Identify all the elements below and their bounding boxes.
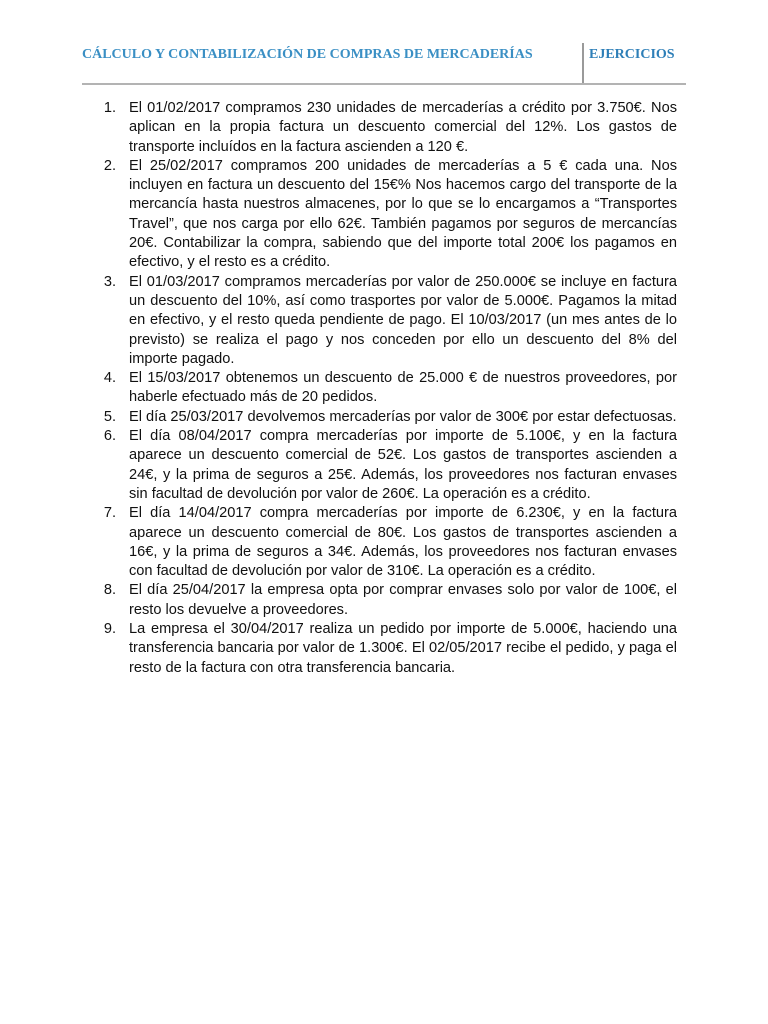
exercise-text: El día 25/04/2017 la empresa opta por comprar envases solo por valor de 100€, el resto los devuelve a proveedores. xyxy=(129,582,677,618)
exercise-item-4 xyxy=(103,369,677,408)
exercise-text: El día 08/04/2017 compra mercaderías por importe de 5.100€, y en la factura aparece un descuento comercial de 52€. Los gastos de transportes ascienden a 24€, y la prima de seguros a 25€. Además, los proveedores nos facturan envases sin facultad de devolución por valor de 260€. La operación es a crédito. xyxy=(129,428,677,502)
exercise-item-2 xyxy=(103,157,677,273)
page-header xyxy=(82,40,686,85)
exercise-item-6 xyxy=(103,427,677,504)
exercise-text: El 25/02/2017 compramos 200 unidades de mercaderías a 5 € cada una. Nos incluyen en factura un descuento del 15€% Nos hacemos cargo del transporte de la mercancía hasta nuestros almacenes, por lo que se lo encargamos a “Transportes Travel”, que nos carga por ello 62€. También pagamos por seguros de mercancías 20€. Contabilizar la compra, sabiendo que del importe total 200€ los pagamos en efectivo, y el resto es a crédito. xyxy=(129,157,677,271)
exercise-text: La empresa el 30/04/2017 realiza un pedido por importe de 5.000€, haciendo una transferencia bancaria por valor de 1.300€. El 02/05/2017 recibe el pedido, y paga el resto de la factura con otra transferencia bancaria. xyxy=(129,621,677,676)
page-title: CÁLCULO Y CONTABILIZACIÓN DE COMPRAS DE MERCADERÍAS xyxy=(82,47,533,62)
exercise-text: El 01/03/2017 compramos mercaderías por valor de 250.000€ se incluye en factura un descuento del 10%, así como trasportes por valor de 5.000€. Pagamos la mitad en efectivo, y el resto queda pendiente de pago. El 10/03/2017 (un mes antes de lo previsto) se realiza el pago y nos conceden por ello un descuento del 8% del importe pagado. xyxy=(129,273,677,367)
exercise-number: 5. xyxy=(103,408,116,425)
exercise-text: El día 14/04/2017 compra mercaderías por importe de 6.230€, y en la factura aparece un descuento comercial de 80€. Los gastos de transportes ascienden a 16€, y la prima de seguros a 34€. Además, los proveedores nos facturan envases con facultad de devolución por valor de 310€. La operación es a crédito. xyxy=(129,505,677,580)
exercise-item-5 xyxy=(103,408,677,427)
section-label: EJERCICIOS xyxy=(589,47,675,62)
exercise-number: 4. xyxy=(103,370,116,387)
exercise-item-1 xyxy=(103,99,677,157)
exercise-item-7 xyxy=(103,504,677,581)
exercise-item-9 xyxy=(103,620,677,678)
exercise-text: El 01/02/2017 compramos 230 unidades de mercaderías a crédito por 3.750€. Nos aplican en la propia factura un descuento comercial del 12%. Los gastos de transporte incluídos en la factura ascienden a 120 €. xyxy=(129,100,677,155)
exercise-text: El día 25/03/2017 devolvemos mercaderías por valor de 300€ por estar defectuosas. xyxy=(129,408,677,425)
exercise-item-3 xyxy=(103,273,677,369)
exercise-number: 8. xyxy=(103,582,116,599)
exercise-number: 6. xyxy=(103,428,116,445)
header-divider xyxy=(582,43,584,83)
exercise-item-8 xyxy=(103,581,677,620)
exercise-number: 9. xyxy=(103,621,116,638)
exercise-list xyxy=(92,99,677,678)
exercise-number: 3. xyxy=(103,273,116,290)
exercise-text: El 15/03/2017 obtenemos un descuento de 25.000 € de nuestros proveedores, por haberle efectuado más de 20 pedidos. xyxy=(129,370,677,406)
exercise-number: 7. xyxy=(103,505,116,522)
exercise-number: 1. xyxy=(103,100,116,116)
exercise-number: 2. xyxy=(103,157,116,174)
